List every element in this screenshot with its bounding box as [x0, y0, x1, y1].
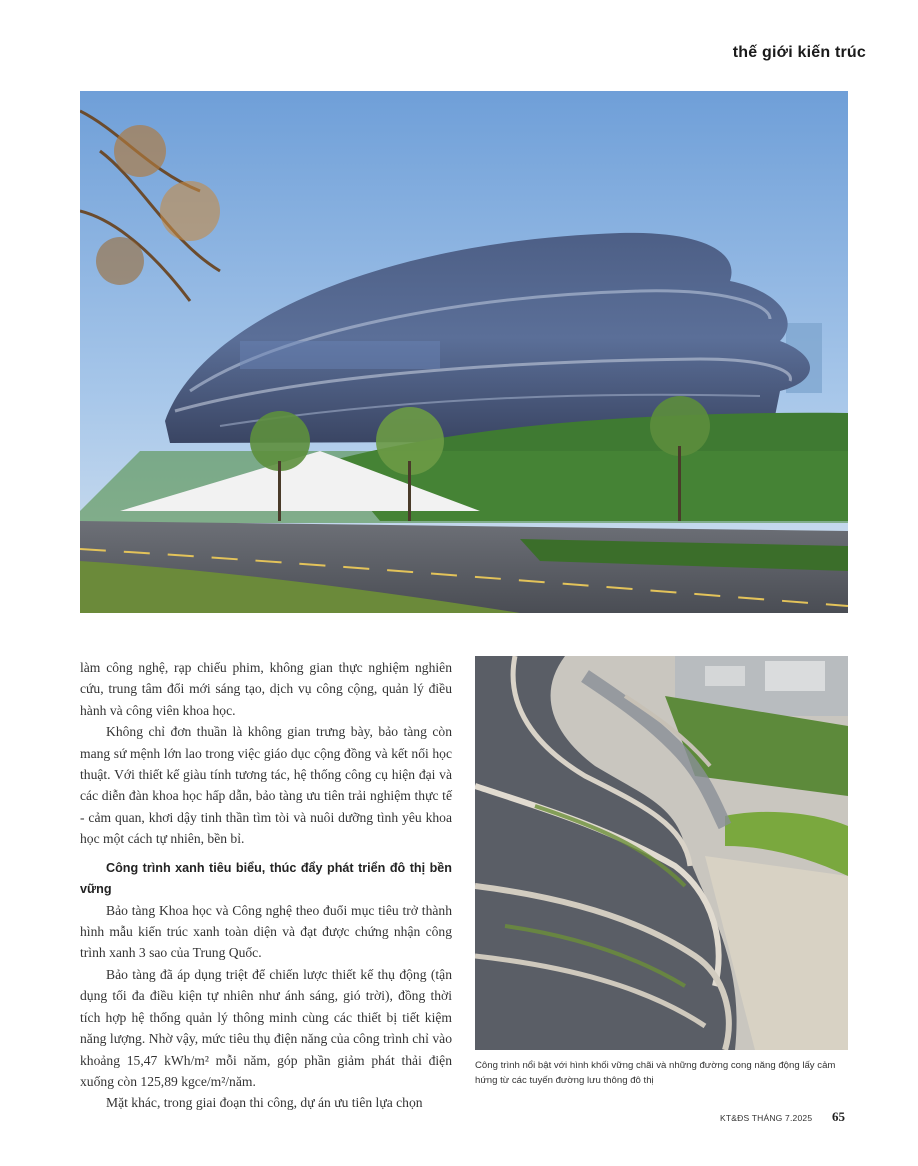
body-paragraph: Không chỉ đơn thuần là không gian trưng bày, bảo tàng còn mang sứ mệnh lớn lao trong việc giáo dục cộng đồng và kết nối học thuật. Với thiết kế giàu tính tương tác, hệ thống công cụ hiện đại và các diễn đàn khoa học hấp dẫn, bảo tàng ưu tiên trải nghiệm thực tế - cảm quan, khơi dậy tinh thần tìm tòi và nuôi dưỡng tình yêu khoa học một cách tự nhiên, bền bỉ.	[80, 724, 452, 847]
photo-caption: Công trình nổi bật với hình khối vững chãi và những đường cong năng động lấy cảm hứng từ các tuyến đường lưu thông đô thị	[475, 1060, 836, 1086]
body-paragraph: Bảo tàng Khoa học và Công nghệ theo đuổi mục tiêu trở thành hình mẫu kiến trúc xanh toàn diện và đạt được chứng nhận công trình xanh 3 sao của Trung Quốc.	[80, 902, 452, 961]
hero-photo	[80, 91, 848, 613]
side-photo	[475, 656, 848, 1050]
museum-building-photo-icon	[80, 91, 848, 613]
body-paragraph: Mặt khác, trong giai đoạn thi công, dự án ưu tiên lựa chọn	[106, 1095, 423, 1111]
magazine-issue: KT&ĐS THÁNG 7.2025	[720, 1113, 813, 1123]
page-number: 65	[832, 1109, 845, 1124]
aerial-curved-roof-photo-icon	[475, 656, 848, 1050]
article-body	[80, 657, 452, 1114]
section-title: thế giới kiến trúc	[732, 44, 866, 61]
body-paragraph: làm công nghệ, rạp chiếu phim, không gian thực nghiệm nghiên cứu, trung tâm đổi mới sáng tạo, dịch vụ công cộng, quản lý điều hành và công viên khoa học.	[80, 660, 452, 718]
body-paragraph: Bảo tàng đã áp dụng triệt để chiến lược thiết kế thụ động (tận dụng tối đa điều kiện tự nhiên như ánh sáng, gió trời), đồng thời tích hợp hệ thống quản lý thông minh cùng các thiết bị tiết kiệm năng lượng. Nhờ vậy, mức tiêu thụ điện năng của công trình chỉ vào khoảng 15,47 kWh/m² mỗi năm, góp phần giảm phát thải điện xuống còn 125,89 kgce/m²/năm.	[80, 966, 452, 1089]
section-heading: Công trình xanh tiêu biểu, thúc đẩy phát triển đô thị bền vững	[80, 860, 452, 896]
